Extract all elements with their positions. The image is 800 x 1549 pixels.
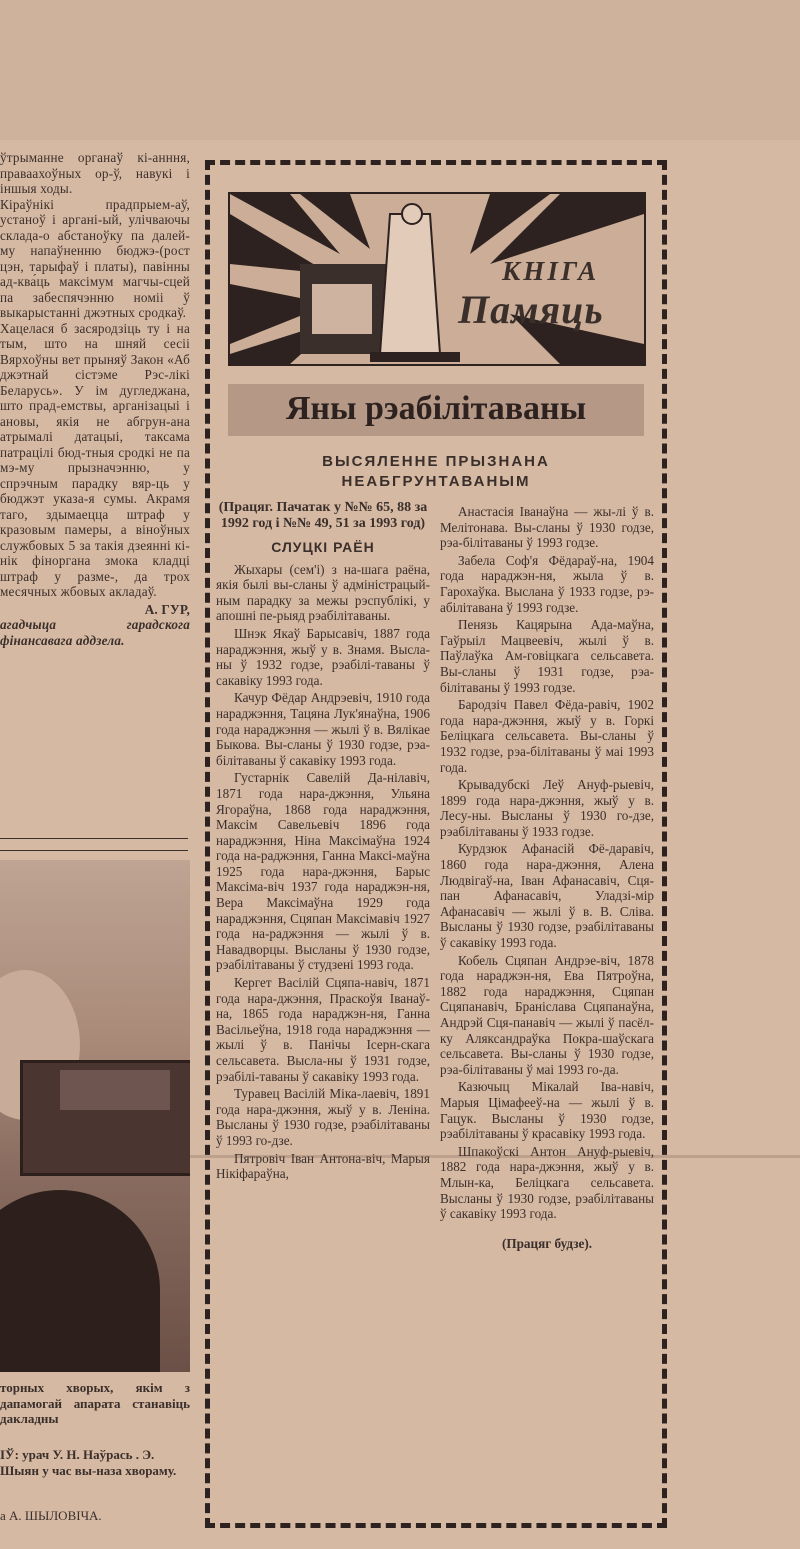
- author-title: агадчыца гарадскога фінансавага аддзела.: [0, 617, 190, 648]
- headline: Яны рэабілітаваны: [285, 390, 587, 427]
- headline-band: [228, 384, 644, 436]
- paper-top-strip: [0, 0, 800, 140]
- column-rule: [0, 838, 188, 839]
- masthead-word-pamyats: Памяць: [458, 287, 604, 332]
- left-paragraph: Хацелася б засяродзіць ту і на тым, што на шняй сесіі Вярхоўны вет прыняў Закон «Аб джэтнай сістэме Рэс-лікі Беларусь». У ім дугледжана, што прад-емствы, арганізацыі і ановы, якія не абгрун-ана атрымалі датацыі, таксама патрацілі бюд-тныя сродкі не па мэ-му прызначэнню, у спрэчным парадку вяр-ць у бюджэт указа-я сумы. Акрамя таго, здымаецца штраф у кразовым памеры, а віноўных службовых 5 за такія дзеянні кі-нік фінорганa змока кладці штраф у разме-, да трох месячных жбовых акладаў.: [0, 320, 190, 599]
- to-be-continued: (Працяг будзе).: [501, 1235, 593, 1251]
- photographer: а А. ШЫЛОВІЧА.: [0, 1508, 102, 1523]
- article-column-1: [216, 500, 430, 1184]
- entry: Туравец Васілій Міка-лаевіч, 1891 года нара-джэння, жыў у в. Леніна. Высланы ў 1930 годзе, рэабілітаваны ў 1993 го-дзе.: [216, 1086, 430, 1148]
- article-column-2: [440, 504, 654, 1253]
- entry: Шпакоўскі Антон Ануф-рыевіч, 1882 года нара-джэння, жыў у в. Млын-ка, Беліцкага сельсавета. Высланы ў 1930 годзе, рэабілітаваны ў сакавіку 1993 года.: [440, 1143, 654, 1222]
- entry: Бародзіч Павел Фёда-равіч, 1902 года нара-джэння, жыў у в. Горкі Беліцкага сельсавета. Вы-сланы ў 1932 годзе, рэа-білітаваны ў маі 1993 года.: [440, 697, 654, 775]
- entry: Забела Соф'я Фёдараў-на, 1904 года нараджэн-ня, жыла ў в. Гарохаўка. Выслана ў 1933 годзе, рэ-абілітавана ў 1993 годзе.: [440, 552, 654, 615]
- left-column-article: [0, 150, 190, 648]
- left-paragraph: Кіраўнікі прадпрыем-аў, устаноў і арганi-ый, улічваючы склада-о абстаноўку па далей-му напаўненню бюджэ-(рост цэн, тарыфаў і платы), павінны ад-ква́ць максімум магчы-сцей па забеспячэнню номіі ў выкарыстанні джэтных сродкаў.: [0, 196, 190, 320]
- subheadline-line: НЕАБГРУНТАВАНЫМ: [341, 473, 531, 490]
- left-paragraph: ўтрыманне органаў кі-анння, праваахоўных ор-ў, навукі і іншыя ходы.: [0, 150, 190, 196]
- entry: Крывадубскі Леў Ануф-рыевіч, 1899 года нара-джэння, жыў у в. Лесу-ны. Высланы ў 1930 го-дзе, рэабілітаваны ў 1933 годзе.: [440, 777, 654, 839]
- continuation-note: (Працяг. Пачатак у №№ 65, 88 за 1992 год і №№ 49, 51 за 1993 год): [218, 500, 428, 531]
- region-heading: СЛУЦКІ РАЁН: [271, 539, 375, 555]
- photo-caption: торных хворых, якім з дапамогай апарата станавіць дакладны: [0, 1380, 190, 1426]
- photo-credit-line: ІЎ: урач У. Н. Наўрась . Э. Шыян у час вы-наза хвораму.: [0, 1447, 177, 1478]
- entry: Анастасія Іванаўна — жы-лі ў в. Мелітонава. Вы-сланы ў 1930 годзе, рэа-білітаваны ў 1993 годзе.: [440, 504, 654, 551]
- entry: Казючыц Мікалай Іва-навіч, Марыя Цімафееў-на — жылі ў в. Гацук. Высланы ў 1930 годзе, рэабілітаваны ў красавіку 1993 года.: [440, 1079, 654, 1142]
- entry: Густарнік Савелій Да-нілавіч, 1871 года нара-джэння, Ульяна Ягораўна, 1868 года нараджэння, Максім Савельевіч 1896 года нараджэння, Ніна Максімаўна 1924 года на-раджэння, Ганна Максі-маўна 1925 года нара-джэння, Барыс Максіма-віч 1937 года нараджэн-ня, Вера Максімаўна 1929 года нараджэння, Сцяпан Максімавіч 1927 года на-раджэння — жылі ў в. Навадворцы. Высланы ў 1930 годзе, рэабілітаваны ў студзені 1993 года.: [216, 770, 430, 973]
- entry: Пятровіч Іван Антона-віч, Марыя Нікіфараўна,: [216, 1150, 430, 1182]
- news-photo: [0, 860, 190, 1372]
- entry: Кергет Васілій Сцяпа-навіч, 1871 года нара-джэння, Праскоўя Іванаў-на, 1865 года нараджэн-ня, Ганна Васільеўна, 1918 года нараджэння — жылі ў в. Панічы Ісерн-скага сельсавета. Высла-ны ў 1931 годзе, рэабілі-таваны ў сакавіку 1993 года.: [216, 975, 430, 1084]
- subheadline-line: ВЫСЯЛЕННЕ ПРЫЗНАНА: [322, 453, 550, 470]
- column-rule: [0, 850, 188, 851]
- masthead-illustration: [228, 192, 646, 366]
- entry: Пенязь Кацярына Ада-маўна, Гаўрыіл Мацвеевіч, жылі ў в. Паўлаўка Ам-говіцкага сельсавета. Вы-сланы ў 1931 годзе, рэа-білітаваны ў 1993 годзе.: [440, 617, 654, 695]
- entry: Жыхары (сем'і) з на-шага раёна, якія былі вы-сланы ў адміністрацый-ным парадку за межы рэспублікі, у апошні пе-рыяд рэабілітаваны.: [216, 561, 430, 624]
- entry: Курдзюк Афанасій Фё-даравіч, 1860 года нара-джэння, Алена Людвігаў-на, Іван Афанасавіч, Сця-пан Афанасавіч, Уладзі-мір Афанасавіч — жылі ў в. В. Сліва. Высланы ў 1930 годзе, рэабілітаваны ў сакавіку 1993 года.: [440, 841, 654, 951]
- entry: Кобель Сцяпан Андрэе-віч, 1878 года нараджэн-ня, Ева Пятроўна, 1882 года нараджэння, Сцяпан Сцяпанавіч, Браніслава Сцяпанаўна, Андрэй Сця-панавіч — жылі ў пасёл-ку Аляксандраўка Покра-шаўскага сельсавета. Вы-сланы ў 1930 годзе, рэа-білітаваны ў маі 1993 го-да.: [440, 952, 654, 1077]
- entry: Шнэк Якаў Барысавіч, 1887 года нараджэння, жыў у в. Знамя. Высла-ны ў 1932 годзе, рэабілі-таваны ў сакавіку 1993 года.: [216, 625, 430, 688]
- entry: Качур Фёдар Андрэевіч, 1910 года нараджэння, Тацяна Лук'янаўна, 1906 года нараджэння — жылі ў в. Вялікае Быкова. Вы-сланы ў 1930 годзе, рэа-білітаваны ў сакавіку 1993 года.: [216, 690, 430, 768]
- masthead-word-kniga: КНІГА: [502, 256, 600, 286]
- author-signature: А. ГУР,: [144, 601, 190, 617]
- subheadline: [228, 452, 644, 492]
